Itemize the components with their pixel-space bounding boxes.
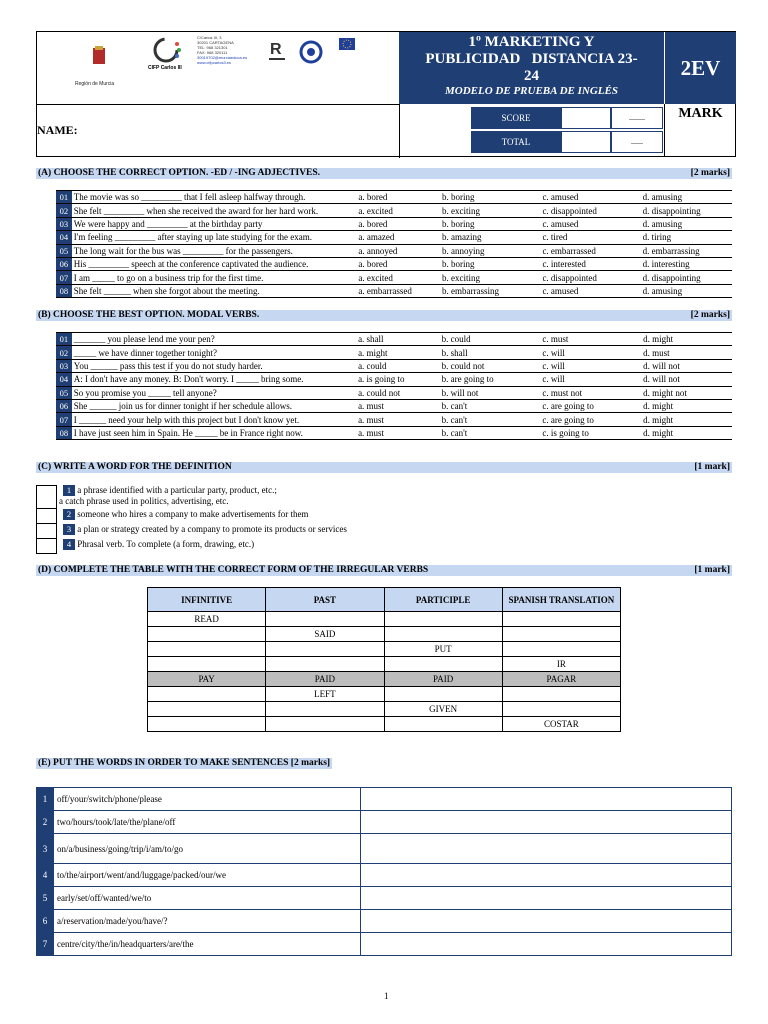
section-b-marks: [2 marks] <box>690 310 730 320</box>
column-header: PARTICIPLE <box>384 588 502 612</box>
definition-text: someone who hires a company to make advertisements for them <box>77 509 309 519</box>
address-line: 30201 CARTAGENA <box>197 40 234 45</box>
question-number: 05 <box>56 386 72 399</box>
exam-title-line1: 1º MARKETING Y <box>468 34 595 50</box>
section-e-header <box>36 758 332 769</box>
svg-text:R: R <box>270 41 282 58</box>
verb-cell[interactable] <box>266 612 384 627</box>
verb-cell[interactable] <box>502 627 620 642</box>
question-number: 03 <box>56 359 72 372</box>
question-text: We were happy and _________ at the birthday party <box>73 218 263 229</box>
total-label: TOTAL <box>471 131 561 153</box>
definition-item <box>63 539 347 554</box>
definition-text: a plan or strategy created by a company to promote its products or services <box>77 524 347 534</box>
definition-item <box>63 524 347 539</box>
verb-cell: COSTAR <box>502 717 620 732</box>
verb-cell[interactable] <box>502 642 620 657</box>
answer-option[interactable]: a. might <box>358 347 388 358</box>
question-number: 06 <box>56 399 72 412</box>
logos-area <box>37 32 400 104</box>
definition-item <box>59 485 347 509</box>
question-number: 01 <box>56 333 72 346</box>
sentence-number: 3 <box>37 834 54 864</box>
mark-cell[interactable] <box>664 104 736 157</box>
verb-row <box>148 642 621 657</box>
verb-cell[interactable] <box>384 717 502 732</box>
irregular-verbs-table <box>147 587 621 732</box>
answer-option[interactable]: a. bored <box>358 192 388 203</box>
verb-cell[interactable] <box>266 702 384 717</box>
answer-option[interactable]: c. will <box>542 360 565 371</box>
answer-option[interactable]: a. shall <box>358 334 384 345</box>
definition-answer-boxes <box>36 485 57 555</box>
verb-row <box>148 657 621 672</box>
question-row <box>56 333 732 346</box>
question-number: 02 <box>56 346 72 359</box>
definition-answer-box[interactable] <box>36 509 57 524</box>
exam-title-line3: 24 <box>524 68 539 84</box>
question-row <box>56 244 732 257</box>
verb-row <box>148 717 621 732</box>
erasmus-seal-icon <box>299 40 323 64</box>
address-line: C/Carlos III, 3 <box>197 35 222 40</box>
section-c-header <box>36 462 732 473</box>
answer-option[interactable]: b. amazing <box>442 232 482 243</box>
total-value[interactable]: ...... <box>611 131 663 153</box>
question-text: _____ we have dinner together tonight? <box>73 347 217 358</box>
sentence-number: 1 <box>37 788 54 811</box>
answer-option[interactable]: d. embarrassing <box>642 245 700 256</box>
school-logo-text: CIFP Carlos III <box>148 65 182 71</box>
column-header: SPANISH TRANSLATION <box>502 588 620 612</box>
answer-option[interactable]: c. disappointed <box>542 205 597 216</box>
answer-option[interactable]: d. tiring <box>642 232 672 243</box>
answer-option[interactable]: c. interested <box>542 259 586 270</box>
question-row <box>56 204 732 217</box>
question-text: _______ you please lend me your pen? <box>73 334 215 345</box>
sentence-answer-field[interactable] <box>361 887 732 910</box>
scrambled-words: on/a/business/going/trip/i/am/to/go <box>54 834 361 864</box>
question-number: 05 <box>56 244 72 257</box>
answer-option[interactable]: c. amused <box>542 218 579 229</box>
answer-option[interactable]: c. is going to <box>542 427 589 438</box>
answer-option[interactable]: d. might <box>643 401 674 412</box>
section-a-table <box>56 190 732 298</box>
section-b-title: (B) CHOOSE THE BEST OPTION. MODAL VERBS. <box>38 310 260 320</box>
definition-item <box>63 509 347 524</box>
address-line: 30019702@murciaeduca.es <box>197 55 248 60</box>
region-logo <box>73 46 125 74</box>
question-text: She felt ______ when she forgot about the meeting. <box>73 285 260 296</box>
answer-option[interactable]: a. embarrassed <box>358 285 412 296</box>
sentence-answer-field[interactable] <box>361 811 732 834</box>
verb-cell[interactable] <box>148 717 266 732</box>
answer-option[interactable]: c. are going to <box>542 414 594 425</box>
verb-cell[interactable] <box>384 657 502 672</box>
section-d-marks: [1 mark] <box>694 565 730 575</box>
section-a-marks: [2 marks] <box>690 168 730 178</box>
section-b-header <box>36 310 732 321</box>
sentence-row <box>37 864 732 887</box>
answer-option[interactable]: d. amusing <box>642 285 683 296</box>
question-text: The movie was so _________ that I fell asleep halfway through. <box>73 192 306 203</box>
verb-cell[interactable] <box>266 642 384 657</box>
sentence-number: 7 <box>37 933 54 956</box>
question-text: She ______ join us for dinner tonight if her schedule allows. <box>73 401 292 412</box>
scrambled-words: to/the/airport/went/and/luggage/packed/our/we <box>54 864 361 887</box>
definition-text: Phrasal verb. To complete (a form, drawing, etc.) <box>77 539 255 549</box>
sentence-answer-field[interactable] <box>361 933 732 956</box>
question-number: 01 <box>56 191 72 204</box>
verb-cell: PAY <box>148 672 266 687</box>
answer-option[interactable]: a. bored <box>358 218 388 229</box>
answer-option[interactable]: a. amazed <box>358 232 395 243</box>
verb-cell[interactable] <box>266 657 384 672</box>
exam-title-line2: PUBLICIDAD DISTANCIA 23- <box>425 51 638 67</box>
question-row <box>56 399 732 412</box>
address-line: www.cifpcarlos3.es <box>197 60 232 65</box>
region-crest-icon <box>73 46 125 72</box>
exam-header <box>36 31 736 157</box>
verb-row <box>148 612 621 627</box>
question-number: 08 <box>56 284 72 297</box>
address-line: FAX: 968 320111 <box>197 50 228 55</box>
answer-option[interactable]: b. boring <box>442 259 475 270</box>
question-number: 08 <box>56 426 72 439</box>
verb-cell[interactable] <box>502 612 620 627</box>
sentence-row <box>37 788 732 811</box>
answer-option[interactable]: d. might <box>643 334 674 345</box>
answer-option[interactable]: c. amused <box>542 192 579 203</box>
answer-option[interactable]: a. annoyed <box>358 245 398 256</box>
question-text: I ______ need your help with this project but I don't know yet. <box>73 414 300 425</box>
definition-number: 4 <box>63 539 75 550</box>
score-box <box>399 104 664 157</box>
verb-cell: PUT <box>384 642 502 657</box>
answer-option[interactable]: b. could <box>441 334 471 345</box>
question-text: I am _____ to go on a business trip for the first time. <box>73 272 264 283</box>
answer-option[interactable]: b. are going to <box>441 374 494 385</box>
answer-option[interactable]: d. must <box>643 347 670 358</box>
answer-option[interactable]: a. excited <box>358 205 393 216</box>
question-row <box>56 271 732 284</box>
scrambled-words: a/reservation/made/you/have/? <box>54 910 361 933</box>
answer-option[interactable]: b. could not <box>441 360 485 371</box>
sentence-row <box>37 887 732 910</box>
question-row <box>56 413 732 426</box>
total-field[interactable] <box>561 131 611 153</box>
verb-cell[interactable] <box>502 687 620 702</box>
answer-option[interactable]: a. could <box>358 360 387 371</box>
sentence-number: 6 <box>37 910 54 933</box>
exam-subtitle: MODELO DE PRUEBA DE INGLÉS <box>445 85 618 97</box>
answer-option[interactable]: b. shall <box>441 347 468 358</box>
answer-option[interactable]: b. embarrassing <box>442 285 500 296</box>
question-number: 04 <box>56 373 72 386</box>
question-text: The long wait for the bus was _________ for the passengers. <box>73 245 293 256</box>
answer-option[interactable]: d. might <box>643 414 674 425</box>
question-number: 07 <box>56 271 72 284</box>
verb-cell[interactable] <box>502 702 620 717</box>
word-order-table <box>36 787 732 956</box>
verb-cell: IR <box>502 657 620 672</box>
section-a-header <box>36 168 732 179</box>
score-value[interactable]: ........ <box>611 107 663 129</box>
definition-answer-box[interactable] <box>36 524 57 539</box>
answer-option[interactable]: b. boring <box>442 218 475 229</box>
verb-row <box>148 672 621 687</box>
verb-cell[interactable] <box>148 627 266 642</box>
answer-option[interactable]: a. must <box>358 427 385 438</box>
definition-answer-box[interactable] <box>36 539 57 554</box>
question-text: You ______ pass this test if you do not study harder. <box>73 360 263 371</box>
definitions-list <box>59 485 347 554</box>
answer-option[interactable]: c. must not <box>542 387 583 398</box>
verb-row <box>148 702 621 717</box>
answer-option[interactable]: d. amusing <box>642 192 683 203</box>
school-address <box>197 35 247 65</box>
question-number: 02 <box>56 204 72 217</box>
answer-option[interactable]: c. will <box>542 347 565 358</box>
answer-option[interactable]: b. can't <box>441 427 468 438</box>
verb-cell: READ <box>148 612 266 627</box>
answer-option[interactable]: c. amused <box>542 285 579 296</box>
verb-cell: GIVEN <box>384 702 502 717</box>
scrambled-words: early/set/off/wanted/we/to <box>54 887 361 910</box>
answer-option[interactable]: a. is going to <box>358 374 405 385</box>
sentence-number: 2 <box>37 811 54 834</box>
section-e-title: (E) PUT THE WORDS IN ORDER TO MAKE SENTENCES [2 marks] <box>38 758 331 768</box>
sentence-number: 4 <box>37 864 54 887</box>
sentence-row <box>37 910 732 933</box>
verb-cell[interactable] <box>148 702 266 717</box>
question-row <box>56 231 732 244</box>
answer-option[interactable]: b. can't <box>441 401 468 412</box>
question-number: 03 <box>56 217 72 230</box>
question-text: So you promise you _____ tell anyone? <box>73 387 217 398</box>
answer-option[interactable]: d. disappointing <box>642 205 701 216</box>
answer-option[interactable]: c. tired <box>542 232 568 243</box>
definition-text: a catch phrase used in politics, advertising, etc. <box>59 496 229 506</box>
section-d-title: (D) COMPLETE THE TABLE WITH THE CORRECT FORM OF THE IRREGULAR VERBS <box>38 565 429 575</box>
verb-cell[interactable] <box>148 642 266 657</box>
name-label: NAME: <box>37 123 78 137</box>
question-text: A: I don't have any money. B: Don't worry. I _____ bring some. <box>73 374 304 385</box>
answer-option[interactable]: c. are going to <box>542 401 594 412</box>
verb-cell: SAID <box>266 627 384 642</box>
question-number: 07 <box>56 413 72 426</box>
section-c-marks: [1 mark] <box>694 462 730 472</box>
question-row <box>56 217 732 230</box>
answer-option[interactable]: a. excited <box>358 272 393 283</box>
sentence-number: 5 <box>37 887 54 910</box>
question-row <box>56 359 732 372</box>
verb-cell: PAID <box>384 672 502 687</box>
score-field[interactable] <box>561 107 611 129</box>
verb-row <box>148 627 621 642</box>
verbs-header-row <box>148 588 621 612</box>
school-logo-icon <box>151 35 183 65</box>
address-line: TEL: 968 321301 <box>197 45 228 50</box>
answer-option[interactable]: b. will not <box>441 387 479 398</box>
mark-label: MARK <box>678 106 723 121</box>
definition-number: 1 <box>63 485 75 496</box>
section-b-table <box>56 332 732 440</box>
answer-option[interactable]: d. might <box>643 427 674 438</box>
answer-option[interactable]: b. exciting <box>442 272 481 283</box>
question-row <box>56 346 732 359</box>
question-text: His _________ speech at the conference captivated the audience. <box>73 259 309 270</box>
sentence-answer-field[interactable] <box>361 834 732 864</box>
exam-title-block <box>399 32 664 104</box>
column-header: INFINITIVE <box>148 588 266 612</box>
column-header: PAST <box>266 588 384 612</box>
sentence-row <box>37 834 732 864</box>
verb-cell[interactable] <box>266 717 384 732</box>
answer-option[interactable]: d. interesting <box>642 259 690 270</box>
name-cell[interactable] <box>37 104 400 158</box>
question-text: I'm feeling _________ after staying up late studying for the exam. <box>73 232 313 243</box>
definition-number: 2 <box>63 509 75 520</box>
section-c-title: (C) WRITE A WORD FOR THE DEFINITION <box>38 462 232 472</box>
section-d-header <box>36 565 732 576</box>
verb-cell: PAID <box>266 672 384 687</box>
evaluation-text: 2EV <box>680 56 721 80</box>
question-text: I have just seen him in Spain. He _____ be in France right now. <box>73 427 303 438</box>
section-a-title: (A) CHOOSE THE CORRECT OPTION. -ED / -ING ADJECTIVES. <box>38 168 321 178</box>
definition-number: 3 <box>63 524 75 535</box>
question-row <box>56 386 732 399</box>
quality-r-logo-icon <box>267 34 287 68</box>
question-row <box>56 284 732 297</box>
definition-text: a phrase identified with a particular party, product, etc.; <box>77 485 277 495</box>
answer-option[interactable]: a. must <box>358 401 385 412</box>
verb-cell: PAGAR <box>502 672 620 687</box>
verb-cell[interactable] <box>384 612 502 627</box>
evaluation-label <box>664 32 736 104</box>
scrambled-words: off/your/switch/phone/please <box>54 788 361 811</box>
answer-option[interactable]: b. exciting <box>442 205 481 216</box>
sentence-row <box>37 933 732 956</box>
answer-option[interactable]: c. will <box>542 374 565 385</box>
question-number: 04 <box>56 231 72 244</box>
question-text: She felt _________ when she received the award for her hard work. <box>73 205 319 216</box>
scrambled-words: centre/city/the/in/headquarters/are/the <box>54 933 361 956</box>
region-logo-text: Región de Murcia <box>75 81 115 87</box>
verb-cell[interactable] <box>384 687 502 702</box>
sentence-row <box>37 811 732 834</box>
verb-row <box>148 687 621 702</box>
answer-option[interactable]: d. might not <box>643 387 687 398</box>
page-number: 1 <box>384 991 389 1001</box>
sentence-answer-field[interactable] <box>361 788 732 811</box>
sentence-answer-field[interactable] <box>361 910 732 933</box>
answer-option[interactable]: c. embarrassed <box>542 245 596 256</box>
score-label: SCORE <box>471 107 561 129</box>
answer-option[interactable]: b. boring <box>442 192 475 203</box>
question-row <box>56 373 732 386</box>
question-row <box>56 257 732 270</box>
verb-cell[interactable] <box>148 657 266 672</box>
question-row <box>56 191 732 204</box>
eu-flag-icon <box>335 36 369 70</box>
answer-option[interactable]: a. must <box>358 414 385 425</box>
verb-cell[interactable] <box>384 627 502 642</box>
verb-cell[interactable] <box>148 687 266 702</box>
answer-option[interactable]: a. could not <box>358 387 401 398</box>
definition-answer-box[interactable] <box>36 485 57 509</box>
sentence-answer-field[interactable] <box>361 864 732 887</box>
answer-option[interactable]: d. amusing <box>642 218 683 229</box>
question-number: 06 <box>56 257 72 270</box>
answer-option[interactable]: a. bored <box>358 259 388 270</box>
answer-option[interactable]: b. annoying <box>442 245 485 256</box>
answer-option[interactable]: c. must <box>542 334 569 345</box>
answer-option[interactable]: b. can't <box>441 414 468 425</box>
verb-cell: LEFT <box>266 687 384 702</box>
scrambled-words: two/hours/took/late/the/plane/off <box>54 811 361 834</box>
question-row <box>56 426 732 439</box>
answer-option[interactable]: d. will not <box>643 374 680 385</box>
answer-option[interactable]: d. will not <box>643 360 680 371</box>
answer-option[interactable]: d. disappointing <box>642 272 701 283</box>
answer-option[interactable]: c. disappointed <box>542 272 597 283</box>
